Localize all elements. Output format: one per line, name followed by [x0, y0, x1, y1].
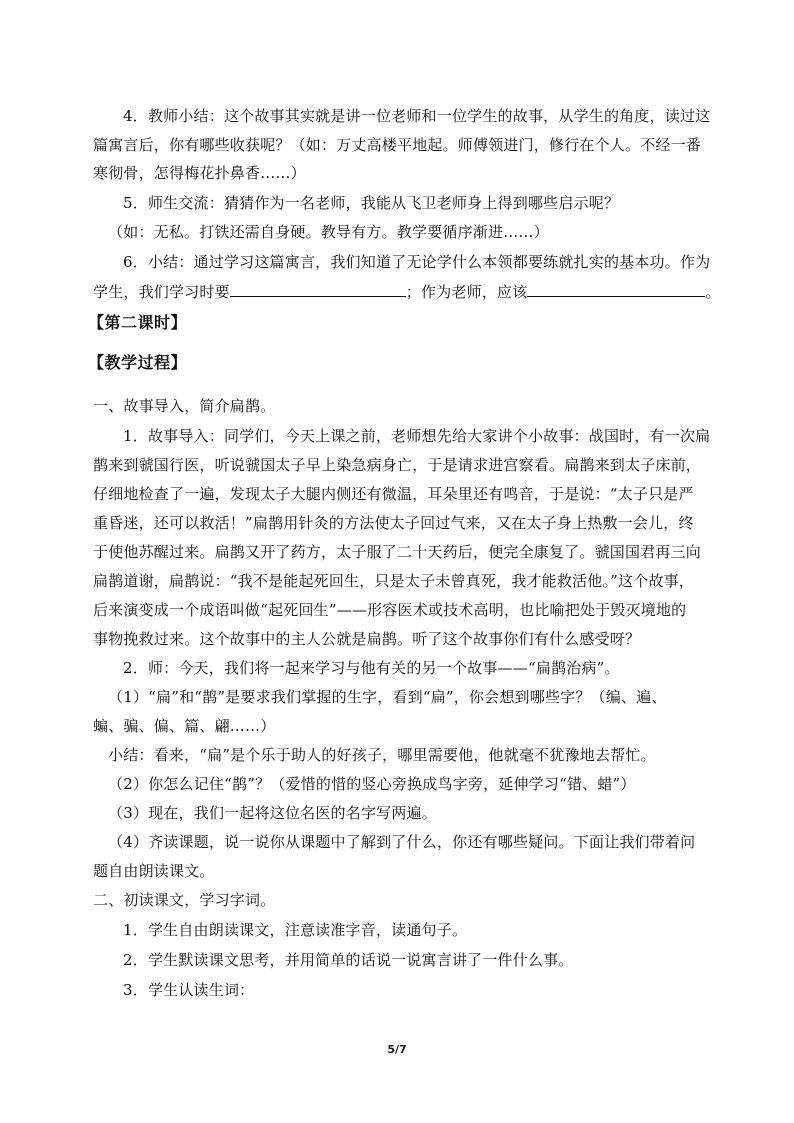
part-1-summary: 小结：看来，“扁”是个乐于助人的好孩子，哪里需要他，他就毫不犹豫地去帮忙。	[108, 746, 656, 764]
part-1-p1-line-8: 事物挽救过来。这个故事中的主人公就是扁鹊。听了这个故事你们有什么感受呀？	[93, 630, 641, 648]
paragraph-6-line-1: 6．小结：通过学习这篇寓言，我们知道了无论学什么本领都要练就扎实的基本功。作为	[123, 253, 711, 271]
student-answer-blank[interactable]	[230, 282, 406, 297]
part-1-p1-line-4: 重昏迷，还可以救活！”扁鹊用针灸的方法使太子回过气来，又在太子身上热敷一会儿，终	[93, 514, 694, 532]
paragraph-4-line-3: 寒彻骨，怎得梅花扑鼻香……）	[93, 164, 306, 182]
part-1-p1-line-5: 于使他苏醒过来。扁鹊又开了药方，太子服了二十天药后，便完全康复了。虢国国君再三向	[93, 543, 702, 561]
part-1-q1-line-1: （1）“扁”和“鹊”是要求我们掌握的生字，看到“扁”，你会想到哪些字？（编、遍、	[108, 688, 667, 706]
part-2-step-2: 2．学生默读课文思考，并用简单的话说一说寓言讲了一件什么事。	[123, 951, 574, 969]
paragraph-4-line-2: 篇寓言后，你有哪些收获呢？（如：万丈高楼平地起。师傅领进门，修行在个人。不经一番	[93, 136, 702, 154]
part-2-title: 二、初读课文，学习字词。	[93, 891, 276, 909]
teacher-answer-blank[interactable]	[527, 282, 705, 297]
part-1-p2: 2．师：今天，我们将一起来学习与他有关的另一个故事——“扁鹊治病”。	[123, 659, 620, 677]
paragraph-5-line-1: 5．师生交流：猜猜作为一名老师，我能从飞卫老师身上得到哪些启示呢？	[123, 194, 620, 212]
paragraph-6-text-c: 。	[705, 283, 721, 301]
paragraph-6-line-2	[93, 282, 721, 302]
paragraph-4-line-1: 4．教师小结：这个故事其实就是讲一位老师和一位学生的故事，从学生的角度，读过这	[123, 107, 711, 125]
part-1-p1-line-2: 鹊来到虢国行医，听说虢国太子早上染急病身亡，于是请求进宫察看。扁鹊来到太子床前，	[93, 456, 702, 474]
paragraph-5-line-2: （如：无私。打铁还需自身硬。教导有方。教学要循序渐进……）	[108, 223, 549, 241]
part-1-title: 一、故事导入，简介扁鹊。	[93, 397, 276, 415]
part-1-q1-line-2: 蝙、骗、偏、篇、翩……）	[93, 717, 276, 735]
heading-teaching-process: 【教学过程】	[88, 353, 188, 372]
part-1-p1-line-1: 1．故事导入：同学们，今天上课之前，老师想先给大家讲个小故事：战国时，有一次扁	[123, 427, 711, 445]
paragraph-6-text-a: 学生，我们学习时要	[93, 283, 230, 301]
part-1-q3: （3）现在，我们一起将这位名医的名字写两遍。	[108, 804, 437, 822]
part-1-q4-line-2: 题自由朗读课文。	[93, 862, 215, 880]
part-1-p1-line-7: 后来演变成一个成语叫做“起死回生”——形容医术或技术高明，也比喻把处于毁灭境地的	[93, 601, 687, 619]
part-2-step-1: 1．学生自由朗读课文，注意读准字音，读通句子。	[123, 921, 468, 939]
heading-second-lesson: 【第二课时】	[88, 313, 188, 332]
part-1-q4-line-1: （4）齐读课题，说一说你从课题中了解到了什么，你还有哪些疑问。下面让我们带着问	[108, 833, 696, 851]
part-1-p1-line-3: 仔细地检查了一遍，发现太子大腿内侧还有微温，耳朵里还有鸣音，于是说：“太子只是严	[93, 485, 694, 503]
part-1-q2: （2）你怎么记住“鹊”？（爱惜的惜的竖心旁换成鸟字旁，延伸学习“错、蜡”）	[108, 775, 636, 793]
part-1-p1-line-6: 扁鹊道谢，扁鹊说：“我不是能起死回生，只是太子未曾真死，我才能救活他。”这个故事，	[93, 572, 695, 590]
part-2-step-3: 3．学生认读生词：	[123, 981, 255, 999]
paragraph-6-text-b: ；作为老师，应该	[405, 283, 528, 301]
page-number: 5/7	[387, 1043, 407, 1056]
